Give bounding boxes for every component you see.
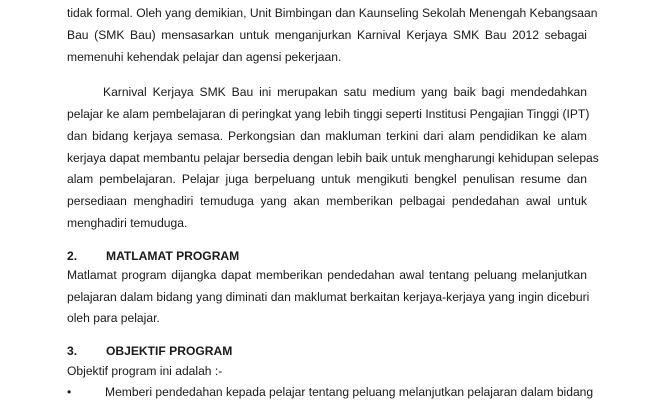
paragraph2-line-3: dan bidang kerjaya semasa. Perkongsian dan makluman terkini dari alam pendidikan ke alam: [67, 129, 587, 143]
paragraph2-line-7: menghadiri temuduga.: [67, 216, 188, 230]
paragraph2-line-6: persediaan menghadiri temuduga yang akan memberikan pelbagai pendedahan awal untuk: [67, 194, 587, 208]
paragraph2-line-2: pelajar ke alam pembelajaran di peringkat yang lebih tinggi seperti Institusi Pengajian Tinggi (IPT): [67, 107, 590, 121]
section2-line-2: pelajaran dalam bidang yang diminati dan maklumat berkaitan kerjaya-kerjaya yang ingin diceburi: [67, 290, 590, 304]
section3-title: OBJEKTIF PROGRAM: [106, 344, 233, 358]
paragraph2-line-5: alam pembelajaran. Pelajar juga berpeluang untuk mengikuti bengkel penulisan resume dan: [67, 172, 587, 186]
paragraph1-line-2: Bau (SMK Bau) mensasarkan untuk menganjurkan Karnival Kerjaya SMK Bau 2012 sebagai: [67, 28, 587, 42]
paragraph2-line-1: Karnival Kerjaya SMK Bau ini merupakan satu medium yang baik bagi mendedahkan: [103, 85, 587, 99]
section3-number: 3.: [67, 344, 78, 358]
section3-heading: [67, 343, 232, 359]
paragraph1-line-3: memenuhi kehendak pelajar dan agensi pekerjaan.: [67, 50, 342, 64]
section2-heading: [67, 248, 239, 264]
section2-line-3: oleh para pelajar.: [67, 311, 160, 325]
paragraph1-line-1: tidak formal. Oleh yang demikian, Unit Bimbingan dan Kaunseling Sekolah Menengah Kebangsaan: [67, 6, 598, 20]
bullet-item-1: Memberi pendedahan kepada pelajar tentang peluang melanjutkan pelajaran dalam bidang: [105, 385, 594, 399]
section2-title: MATLAMAT PROGRAM: [106, 249, 240, 263]
paragraph2-line-4: kerjaya dapat membantu pelajar bersedia dengan lebih baik untuk mengharungi kehidupan selepas: [67, 151, 599, 165]
section2-line-1: Matlamat program dijangka dapat memberikan pendedahan awal tentang peluang melanjutkan: [67, 268, 587, 282]
section2-number: 2.: [67, 249, 78, 263]
section3-intro: Objektif program ini adalah :-: [67, 364, 223, 378]
bullet-icon: •: [67, 385, 72, 399]
